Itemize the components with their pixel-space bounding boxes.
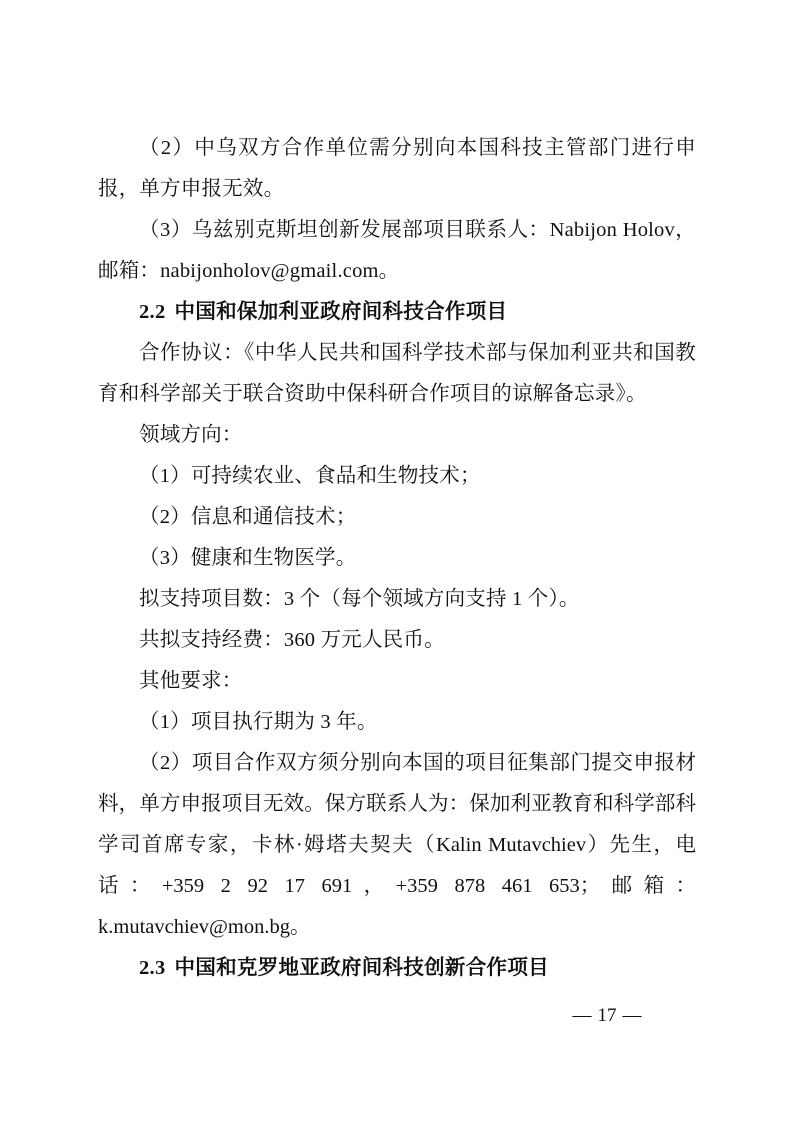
page-marker-right: — <box>622 1005 642 1026</box>
paragraph-funding-total: 共拟支持经费：360 万元人民币。 <box>139 629 445 651</box>
section-heading-2-2 <box>98 292 696 333</box>
paragraph-project-count: 拟支持项目数：3 个（每个领域方向支持 1 个）。 <box>139 588 580 610</box>
paragraph-field-1: （1）可持续农业、食品和生物技术； <box>139 465 481 487</box>
section-number-2-3: 2.3 <box>139 957 166 979</box>
paragraph-field-2: （2）信息和通信技术； <box>139 506 357 528</box>
paragraph-uzbekistan-joint-application: （2）中乌双方合作单位需分别向本国科技主管部门进行申报，单方申报无效。 <box>98 137 696 200</box>
paragraph-uzbekistan-contact: （3）乌兹别克斯坦创新发展部项目联系人：Nabijon Holov，邮箱：nabijonholov@gmail.com。 <box>98 219 696 282</box>
page-marker-left: — <box>572 1005 592 1026</box>
paragraph-fields-label: 领域方向： <box>139 424 243 446</box>
section-title-2-2: 中国和保加利亚政府间科技合作项目 <box>174 301 508 323</box>
page-number: 17 <box>597 1005 617 1026</box>
paragraph-bulgaria-agreement: 合作协议：《中华人民共和国科学技术部与保加利亚共和国教育和科学部关于联合资助中保科研合作项目的谅解备忘录》。 <box>98 342 696 405</box>
paragraph-field-3: （3）健康和生物医学。 <box>139 547 357 569</box>
page-footer <box>0 1005 794 1027</box>
section-title-2-3: 中国和克罗地亚政府间科技创新合作项目 <box>174 957 549 979</box>
paragraph-other-requirements-label: 其他要求： <box>139 670 243 692</box>
section-heading-2-3 <box>98 948 696 989</box>
paragraph-requirement-1: （1）项目执行期为 3 年。 <box>139 711 378 733</box>
paragraph-requirement-2: （2）项目合作双方须分别向本国的项目征集部门提交申报材料，单方申报项目无效。保方联系人为：保加利亚教育和科学部科学司首席专家，卡林·姆塔夫契夫（Kalin Mutavchiev）先生，电话：+359 2 92 17 691，+359 878 461 653；邮箱：k.mutavchiev@mon.bg。 <box>98 752 696 938</box>
section-number-2-2: 2.2 <box>139 301 166 323</box>
